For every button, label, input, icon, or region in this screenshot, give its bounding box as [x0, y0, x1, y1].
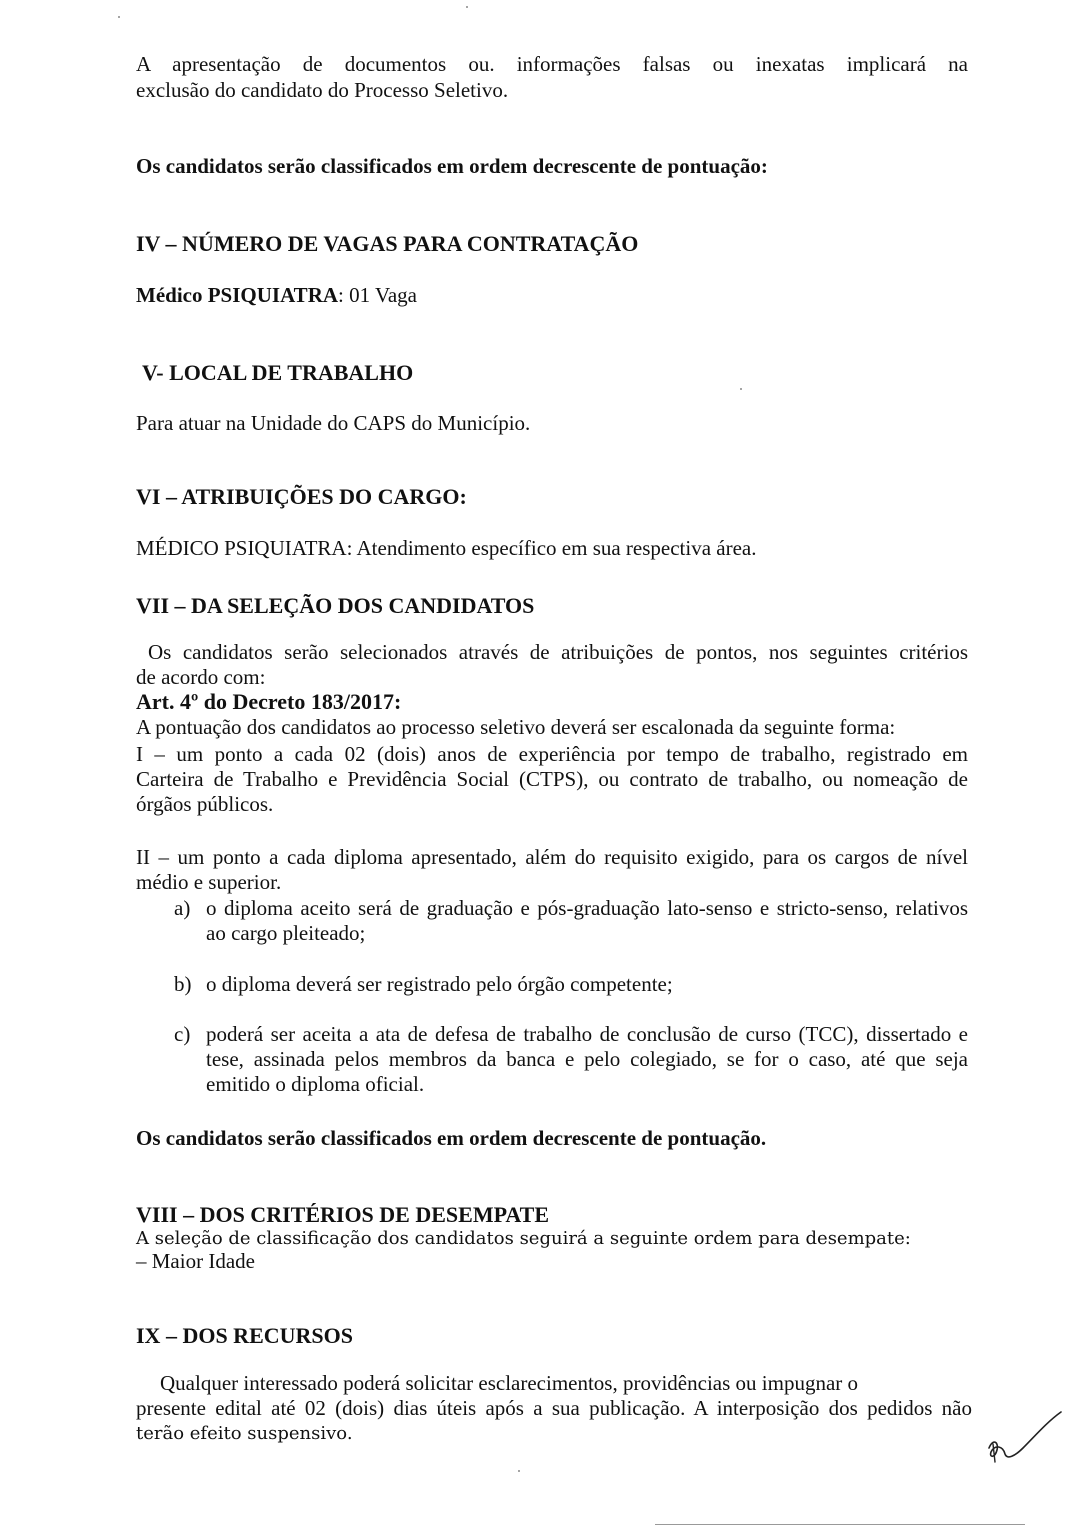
- para-false-docs-line2: exclusão do candidato do Processo Seletivo.: [136, 78, 509, 102]
- section-vi-text: MÉDICO PSIQUIATRA: Atendimento específico em sua respectiva área.: [136, 536, 757, 560]
- section-ix-line2: presente edital até 02 (dois) dias úteis após a sua publicação. A interposição dos pedidos não: [136, 1396, 972, 1420]
- section-ix-heading: IX – DOS RECURSOS: [136, 1323, 353, 1348]
- scale-statement: A pontuação dos candidatos ao processo seletivo deverá ser escalonada da seguinte forma:: [136, 715, 896, 739]
- section-ix-line3: terão efeito suspensivo.: [136, 1423, 353, 1444]
- item-b-text: o diploma deverá ser registrado pelo órgão competente;: [206, 972, 673, 996]
- criterion-i-line2: Carteira de Trabalho e Previdência Social (CTPS), ou contrato de trabalho, ou nomeação de: [136, 767, 968, 791]
- criterion-i-line1: I – um ponto a cada 02 (dois) anos de experiência por tempo de trabalho, registrado em: [136, 742, 968, 766]
- section-v-text: Para atuar na Unidade do CAPS do Município.: [136, 411, 531, 435]
- section-vii-intro-line1: Os candidatos serão selecionados através de atribuições de pontos, nos seguintes critérios: [148, 640, 968, 664]
- section-viii-text: A seleção de classificação dos candidatos seguirá a seguinte ordem para desempate:: [136, 1228, 911, 1249]
- scan-speck: [466, 6, 468, 8]
- signature-initials: [985, 1408, 1065, 1468]
- section-vi-heading: VI – ATRIBUIÇÕES DO CARGO:: [136, 484, 467, 509]
- criterion-i-line3: órgãos públicos.: [136, 792, 274, 816]
- criterion-ii-line2: médio e superior.: [136, 870, 282, 894]
- section-vii-intro-line2: de acordo com:: [136, 665, 266, 689]
- section-v-heading: V- LOCAL DE TRABALHO: [142, 360, 414, 385]
- article-reference: Art. 4º do Decreto 183/2017:: [136, 689, 402, 714]
- scan-speck: [118, 16, 120, 18]
- item-a-text: o diploma aceito será de graduação e pós-graduação lato-senso e stricto-senso, relativos ao cargo pleiteado;: [206, 896, 968, 945]
- scan-speck: [740, 388, 742, 390]
- item-c-label: c): [174, 1022, 191, 1046]
- section-vii-heading: VII – DA SELEÇÃO DOS CANDIDATOS: [136, 593, 535, 618]
- scan-speck: [518, 1470, 520, 1472]
- item-a-label: a): [174, 896, 191, 920]
- section-viii-heading: VIII – DOS CRITÉRIOS DE DESEMPATE: [136, 1202, 549, 1227]
- footer-rule: [655, 1524, 1025, 1525]
- section-iv-vacancy: [136, 283, 417, 308]
- section-viii-item: – Maior Idade: [136, 1249, 255, 1273]
- vacancy-label: Médico PSIQUIATRA: [136, 283, 339, 307]
- vacancy-value: : 01 Vaga: [338, 283, 417, 307]
- classified-statement-2: Os candidatos serão classificados em ordem decrescente de pontuação.: [136, 1126, 767, 1150]
- item-c-text: poderá ser aceita a ata de defesa de trabalho de conclusão de curso (TCC), dissertado e tese, assinada pelos membros da banca e pelo colegiado, se for o caso, até que seja emitido o diploma oficial.: [206, 1022, 968, 1096]
- section-ix-line1: Qualquer interessado poderá solicitar esclarecimentos, providências ou impugnar o: [160, 1371, 859, 1395]
- criterion-ii-line1: II – um ponto a cada diploma apresentado, além do requisito exigido, para os cargos de nível: [136, 845, 968, 869]
- section-iv-heading: IV – NÚMERO DE VAGAS PARA CONTRATAÇÃO: [136, 231, 639, 256]
- para-false-docs-line1: A apresentação de documentos ou. informações falsas ou inexatas implicará na: [136, 52, 968, 76]
- classified-statement-1: Os candidatos serão classificados em ordem decrescente de pontuação:: [136, 154, 768, 178]
- item-b-label: b): [174, 972, 192, 996]
